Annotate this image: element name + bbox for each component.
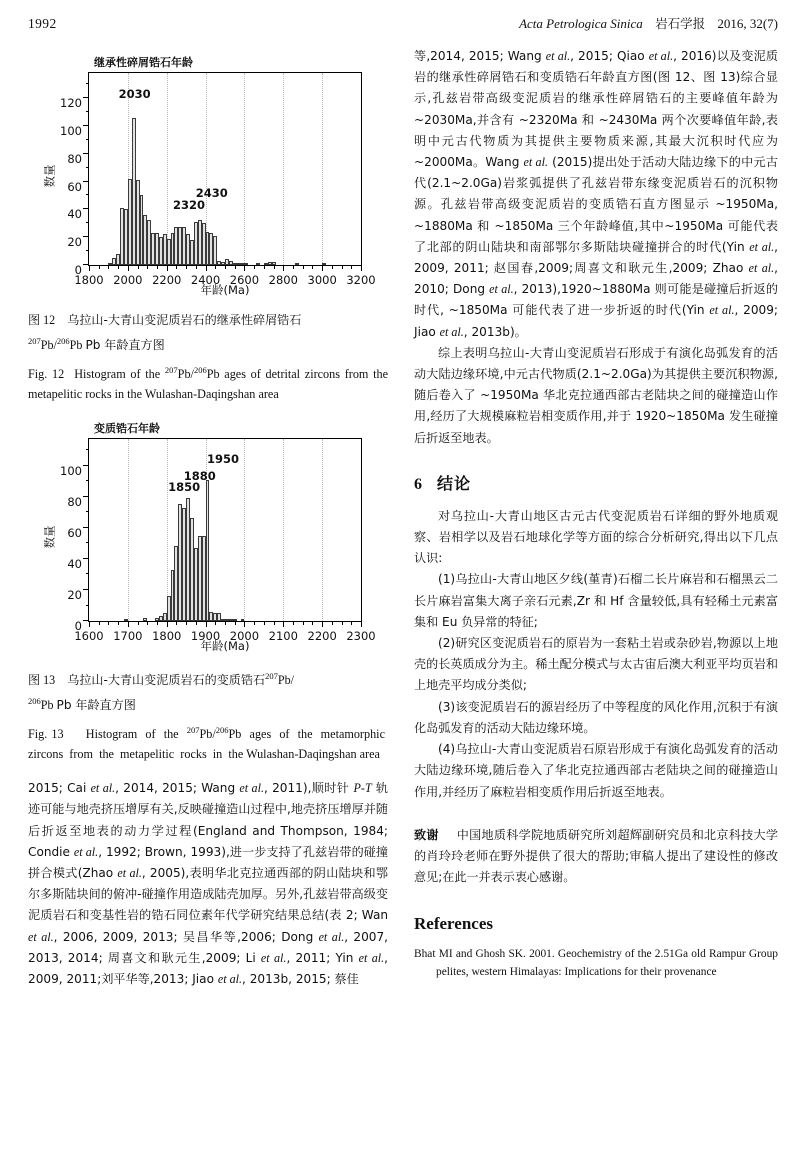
isotope-206-en-b: 206 (215, 725, 229, 736)
peak-label: 1850 (168, 479, 201, 494)
figure-13-caption-cn-text: 乌拉山-大青山变泥质岩石的变质锆石 (67, 673, 266, 688)
right-paragraph-a: 等,2014, 2015; Wang et al., 2015; Qiao et al., 2016)以及变泥质岩的继承性碎屑锆石和变质锆石年龄直方图(图 12、图 13)综合显示,孔兹岩带高级变泥质岩的继承性碎屑锆石的主要峰值年龄为 ~2030Ma,并含有 ~2320Ma 和 ~2430Ma 两个次要峰值年龄,表明中元古代物质为其提供主要物质来源,其最大沉积时代应为 ~2000Ma。Wang et al. (2015)提出处于活动大陆边缘下的中元古代(2.1~2.0Ga)岩浆弧提供了孔兹岩带东缘变泥质岩石的沉积物源。孔兹岩带高级变泥质岩的变质锆石直方图显示 ~1950Ma, ~1880Ma 和 ~1850Ma 三个年龄峰值,其中~1950Ma 可能代表了北部的阴山陆块和南部鄂尔多斯陆块碰撞拼合的时代(Yin et al., 2009, 2011; 赵国春,2009;周喜文和耿元生,2009; Zhao et al., 2010; Dong et al., 2013),1920~1880Ma 则可能是碰撞后折返的时代, ~1850Ma 可能代表了进一步折返的时代(Yin et al., 2009; Jiao et al., 2013b)。 (414, 49, 779, 339)
isotope-207-b: 207 (265, 671, 278, 682)
isotope-206-en: 206 (193, 365, 207, 376)
x-minor-tick (157, 265, 158, 269)
x-tick (244, 265, 245, 271)
acknowledgements (414, 825, 778, 889)
x-tick-label: 2400 (190, 273, 221, 287)
x-minor-tick (225, 265, 226, 269)
figure-13-caption-en: Fig. 13 Histogram of the $^{207}$Pb/$^{206}$Pb ages of the metamorphic zircons from the metapelitic rocks in the Wulashan-Daqingshan area (28, 725, 389, 762)
x-tick (361, 265, 362, 271)
x-tick-label: 2000 (113, 273, 143, 287)
y-minor-tick (86, 573, 90, 574)
x-minor-tick (157, 621, 158, 625)
x-minor-tick (186, 621, 187, 625)
x-minor-tick (176, 265, 177, 269)
journal-title-cn: 岩石学报 (655, 16, 706, 31)
x-minor-tick (196, 265, 197, 269)
y-tick (83, 181, 89, 182)
acknowledgements-text: 中国地质科学院地质研究所刘超辉副研究员和北京科技大学的肖玲玲老师在野外提供了很大的帮助;审稿人提出了建设性的修改意见;在此一并表示衷心感谢。 (414, 827, 778, 885)
x-tick (322, 621, 323, 627)
x-minor-tick (99, 621, 100, 625)
x-tick-label: 1600 (74, 629, 104, 644)
y-tick (83, 236, 89, 237)
peak-label: 2320 (173, 198, 206, 213)
chart-12-ylabel: 数量 (42, 164, 57, 188)
chart-12-xlabel: 年龄(Ma) (200, 283, 250, 297)
references-heading: References (414, 914, 493, 934)
x-minor-tick (332, 265, 333, 269)
x-minor-tick (215, 621, 216, 625)
x-minor-tick (303, 621, 304, 625)
y-tick (83, 527, 89, 528)
x-minor-tick (108, 621, 109, 625)
x-tick (244, 621, 245, 627)
y-tick (83, 97, 89, 98)
chart-12-plot-area: 0 20 40 60 80 100 120 1800 2000 2200 2400 2600 2800 3000 3200 2030 2320 2430 (88, 72, 362, 266)
x-minor-tick (293, 621, 294, 625)
x-minor-tick (264, 265, 265, 269)
conclusion-item-4: (4)乌拉山-大青山变泥质岩石原岩形成于有演化岛弧发育的活动大陆边缘环境,随后卷入了华北克拉通西部古老陆块之间的碰撞造山作用,并经历了麻粒岩相变质作用后折返至地表。 (414, 742, 778, 799)
right-column (414, 46, 778, 990)
histogram-bar (206, 480, 210, 622)
x-tick-label: 3000 (307, 273, 337, 287)
journal-info (519, 14, 778, 32)
x-tick (206, 621, 207, 627)
y-minor-tick (86, 449, 90, 450)
y-tick (83, 589, 89, 590)
y-minor-tick (86, 139, 90, 140)
y-minor-tick (86, 167, 90, 168)
y-minor-tick (86, 480, 90, 481)
section-number: 6 (414, 475, 424, 493)
figure-12-caption-cn-tail: Pb 年龄直方图 (85, 338, 165, 353)
running-head (28, 14, 778, 32)
x-minor-tick (215, 265, 216, 269)
left-column (28, 46, 388, 990)
two-column-layout (28, 46, 778, 990)
y-minor-tick (86, 605, 90, 606)
figure-12-number-en: Fig. 12 (28, 367, 65, 382)
peak-label: 2430 (195, 185, 228, 200)
journal-volume: 2016, 32(7) (717, 16, 778, 31)
chart-13-plot-area: 0 20 40 60 80 100 1600 1700 1800 1900 2000 2100 2200 2300 1850 1880 1950 (88, 438, 362, 622)
x-minor-tick (312, 621, 313, 625)
x-tick-label: 1800 (74, 273, 104, 287)
peak-label: 1880 (183, 468, 216, 483)
x-tick (361, 621, 362, 627)
x-minor-tick (176, 621, 177, 625)
figure-13-number-en: Fig. 13 (28, 727, 64, 742)
figure-12 (28, 52, 388, 404)
x-minor-tick (186, 265, 187, 269)
figure-13-number-cn: 图 13 (28, 673, 56, 688)
isotope-207-en: 207 (164, 365, 178, 376)
x-tick-label: 2200 (307, 629, 337, 644)
y-minor-tick (86, 83, 90, 84)
x-minor-tick (235, 621, 236, 625)
y-minor-tick (86, 511, 90, 512)
figure-12-caption-cn: 图 12 乌拉山-大青山变泥质岩石的继承性碎屑锆石 $^{207}$Pb/$^{206}$Pb Pb 年龄直方图 (28, 313, 302, 353)
right-paragraph-b: 综上表明乌拉山-大青山变泥质岩石形成于有演化岛弧发育的活动大陆边缘环境,中元古代物质(2.1~2.0Ga)为其提供主要沉积物源,随后卷入了 ~1950Ma 华北克拉通西部古老陆块之间的碰撞造山作用,经历了大规模麻粒岩相变质作用,并于 1920~1850Ma 发生碰撞后折返至地表。 (414, 345, 778, 445)
x-minor-tick (254, 265, 255, 269)
y-minor-tick (86, 250, 90, 251)
isotope-207: 207 (28, 336, 41, 346)
x-tick (89, 265, 90, 271)
chart-13-ylabel: 数量 (42, 525, 57, 549)
x-minor-tick (147, 621, 148, 625)
x-tick-label: 3200 (346, 273, 376, 287)
acknowledgements-label: 致谢 (414, 827, 439, 842)
x-minor-tick (138, 265, 139, 269)
gridline (244, 439, 245, 621)
x-tick-label: 1900 (190, 629, 221, 644)
x-tick (128, 265, 129, 271)
reference-item: Bhat MI and Ghosh SK. 2001. Geochemistry of the 2.51Ga old Rampur Group pelites, western Himalayas: Implications for their provenance (414, 948, 778, 978)
x-minor-tick (99, 265, 100, 269)
conclusion-intro: 对乌拉山-大青山地区古元古代变泥质岩石详细的野外地质观察、岩相学以及岩石地球化学等方面的综合分析研究,得出以下几点认识: (414, 508, 778, 566)
x-tick (167, 621, 168, 627)
gridline (283, 73, 284, 265)
x-tick-label: 1800 (152, 629, 182, 644)
y-tick (83, 496, 89, 497)
chart-13-title: 变质锆石年龄 (94, 422, 160, 436)
x-tick-label: 2000 (229, 629, 260, 644)
x-minor-tick (225, 621, 226, 625)
histogram-bar (295, 263, 299, 265)
x-tick (167, 265, 168, 271)
section-heading-conclusions (414, 471, 778, 494)
y-minor-tick (86, 222, 90, 223)
x-tick (206, 265, 207, 271)
x-tick-label: 1700 (113, 629, 143, 644)
figure-12-number-cn: 图 12 (28, 313, 56, 327)
x-minor-tick (332, 621, 333, 625)
gridline (167, 439, 168, 621)
x-minor-tick (351, 621, 352, 625)
x-minor-tick (196, 621, 197, 625)
x-tick (283, 265, 284, 271)
x-minor-tick (108, 265, 109, 269)
x-minor-tick (235, 265, 236, 269)
conclusion-item-3: (3)该变泥质岩石的源岩经历了中等程度的风化作用,沉积于有演化岛弧发育的活动大陆边缘环境。 (414, 699, 778, 735)
gridline (322, 73, 323, 265)
x-tick (128, 621, 129, 627)
x-minor-tick (147, 265, 148, 269)
gridline (167, 73, 168, 265)
y-tick (83, 125, 89, 126)
x-minor-tick (312, 265, 313, 269)
x-tick-label: 2100 (268, 629, 298, 644)
x-minor-tick (118, 265, 119, 269)
figure-12-caption-cn-text: 乌拉山-大青山变泥质岩石的继承性碎屑锆石 (67, 313, 302, 327)
figure-13-caption-cn-tail: Pb 年龄直方图 (56, 698, 136, 713)
figure-13 (28, 418, 388, 764)
y-tick (83, 465, 89, 466)
peak-label: 2030 (118, 86, 151, 101)
chart-13 (36, 418, 376, 656)
x-minor-tick (254, 621, 255, 625)
histogram-bar (256, 263, 260, 265)
chart-13-xlabel: 年龄(Ma) (200, 639, 250, 654)
x-minor-tick (342, 621, 343, 625)
chart-12-title: 继承性碎屑锆石年龄 (94, 56, 193, 69)
x-tick-label: 2800 (268, 273, 298, 287)
chart-12 (36, 52, 376, 300)
x-tick (322, 265, 323, 271)
figure-12-caption-en: Fig. 12 Histogram of the $^{207}$Pb/$^{206}$Pb ages of detrital zircons from the metapelitic rocks in the Wulashan-Daqingshan area (28, 365, 389, 402)
x-minor-tick (264, 621, 265, 625)
x-minor-tick (118, 621, 119, 625)
y-tick (83, 208, 89, 209)
conclusion-item-1: (1)乌拉山-大青山地区夕线(堇青)石榴二长片麻岩和石榴黑云二长片麻岩富集大离子亲石元素,Zr 和 Hf 含量较低,具有轻稀土元素富集和 Eu 负异常的特征; (414, 572, 778, 629)
figure-12-caption-en-1: Histogram of the (74, 367, 161, 382)
x-tick (283, 621, 284, 627)
x-tick-label: 2300 (346, 629, 376, 644)
x-minor-tick (274, 265, 275, 269)
x-minor-tick (342, 265, 343, 269)
figure-13-caption (28, 666, 388, 764)
figure-12-caption (28, 310, 388, 404)
x-tick-label: 2200 (152, 273, 182, 287)
x-minor-tick (293, 265, 294, 269)
journal-title-en: Acta Petrologica Sinica (519, 16, 643, 31)
left-paragraph-continued: 2015; Cai et al., 2014, 2015; Wang et al., 2011),顺时针 P-T 轨迹可能与地壳挤压增厚有关,反映碰撞造山过程中,地壳挤压增厚并随后折返至地表的动力学过程(England and Thompson, 1984; Condie et al., 1992; Brown, 1993),进一步支持了孔兹岩带的碰撞拼合模式(Zhao et al., 2005),表明华北克拉通西部的阴山陆块和鄂尔多斯陆块间的俯冲-碰撞作用造成陆壳加厚。另外,孔兹岩带高级变泥质岩石和变基性岩的锆石同位素年代学研究结果总结(表 2; Wan et al., 2006, 2009, 2013; 吴昌华等,2006; Dong et al., 2007, 2013, 2014; 周喜文和耿元生,2009; Li et al., 2011; Yin et al., 2009, 2011;刘平华等,2013; Jiao et al., 2013b, 2015; 蔡佳 (28, 781, 389, 987)
figure-13-caption-cn: 图 13 乌拉山-大青山变泥质岩石的变质锆石$^{207}$Pb/ $^{206}$Pb Pb 年龄直方图 (28, 671, 294, 713)
x-minor-tick (303, 265, 304, 269)
y-minor-tick (86, 194, 90, 195)
y-tick (83, 153, 89, 154)
x-tick (89, 621, 90, 627)
y-tick (83, 558, 89, 559)
conclusion-item-2: (2)研究区变泥质岩石的原岩为一套粘土岩或杂砂岩,物源以上地壳的长英质成分为主。稀土配分模式与太古宙后澳大利亚平均页岩和上地壳平均成分类似; (414, 636, 778, 693)
isotope-206-b: 206 (28, 696, 41, 707)
x-tick-label: 2600 (229, 273, 260, 287)
isotope-207-en-b: 207 (186, 725, 200, 736)
peak-label: 1950 (207, 451, 240, 466)
gridline (322, 439, 323, 621)
isotope-206: 206 (56, 336, 70, 346)
section-title: 结论 (437, 473, 472, 493)
gridline (244, 73, 245, 265)
x-minor-tick (274, 621, 275, 625)
y-minor-tick (86, 542, 90, 543)
gridline (128, 439, 129, 621)
x-minor-tick (138, 621, 139, 625)
x-minor-tick (351, 265, 352, 269)
y-minor-tick (86, 111, 90, 112)
gridline (283, 439, 284, 621)
page-folio: 1992 (28, 16, 57, 31)
